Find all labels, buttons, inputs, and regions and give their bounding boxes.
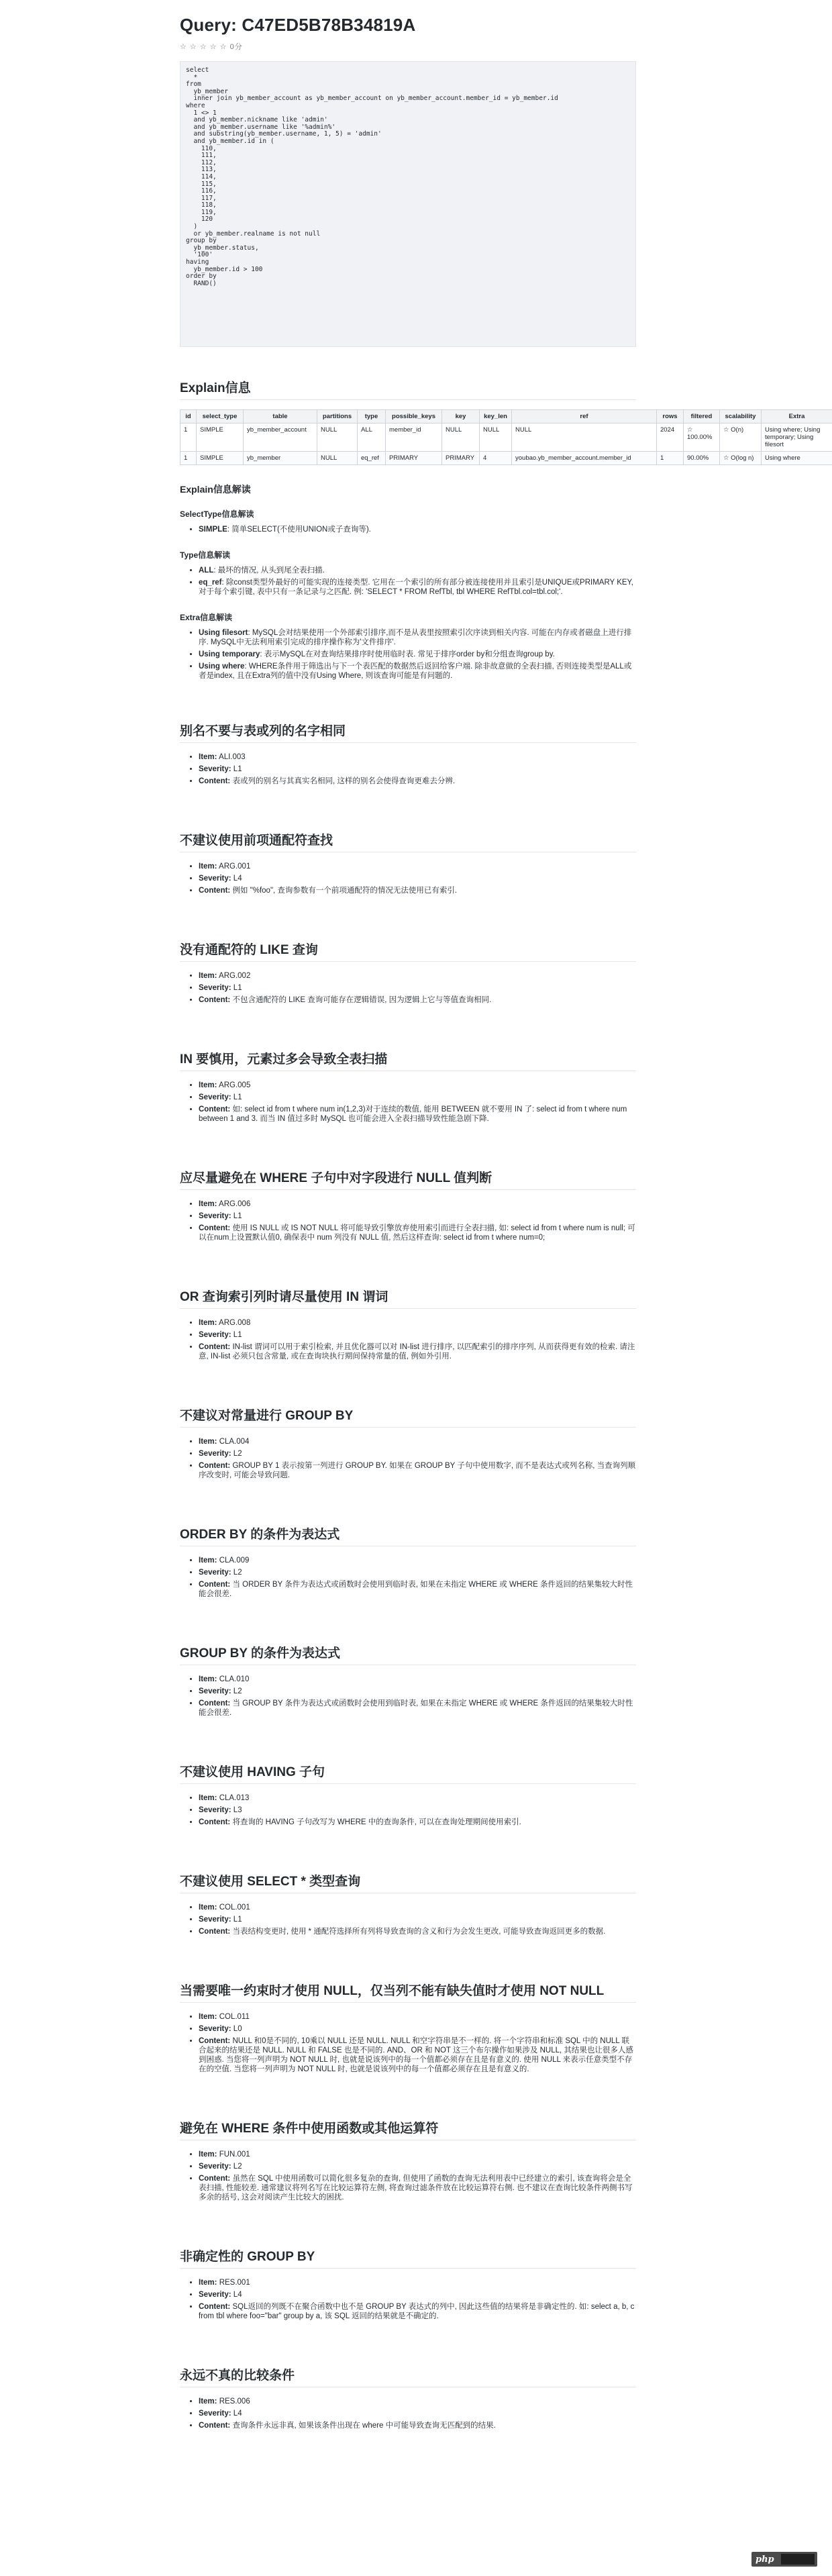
content-label: Content: bbox=[199, 996, 231, 1004]
rule-item-code: ARG.002 bbox=[219, 972, 251, 980]
item-label: Item: bbox=[199, 1903, 217, 1912]
note-key: Using temporary bbox=[199, 650, 260, 658]
table-row bbox=[180, 452, 832, 465]
list-item bbox=[199, 578, 636, 597]
list-item bbox=[199, 1318, 636, 1328]
table-cell: yb_member_account bbox=[244, 424, 317, 452]
item-label: Item: bbox=[199, 1438, 217, 1446]
rule-details bbox=[180, 1081, 636, 1124]
rule-item-code: CLA.010 bbox=[219, 1675, 250, 1683]
php-logo-badge bbox=[751, 2552, 817, 2567]
rule-item-code: ALI.003 bbox=[219, 753, 246, 761]
rule-title: 避免在 WHERE 条件中使用函数或其他运算符 bbox=[180, 2118, 636, 2140]
list-item bbox=[199, 525, 636, 534]
rule-content: 当 GROUP BY 条件为表达式或函数时会使用到临时表, 如果在未指定 WHERE 或 WHERE 条件返回的结果集较大时性能会很差. bbox=[199, 1699, 633, 1717]
rule-title: 不建议使用 SELECT * 类型查询 bbox=[180, 1871, 636, 1893]
list-item bbox=[199, 1449, 636, 1458]
list-item bbox=[199, 1927, 636, 1936]
list-item bbox=[199, 2174, 636, 2202]
severity-label: Severity: bbox=[199, 1450, 231, 1458]
item-label: Item: bbox=[199, 972, 217, 980]
explain-col-header: rows bbox=[657, 410, 684, 424]
list-item bbox=[199, 1461, 636, 1480]
list-item bbox=[199, 983, 636, 993]
item-label: Item: bbox=[199, 1556, 217, 1565]
item-label: Item: bbox=[199, 1200, 217, 1208]
table-row bbox=[180, 424, 832, 452]
table-cell: PRIMARY bbox=[442, 452, 480, 465]
content-label: Content: bbox=[199, 1105, 231, 1113]
table-cell: ☆ O(n) bbox=[720, 424, 762, 452]
item-label: Item: bbox=[199, 1675, 217, 1683]
report-page bbox=[180, 0, 821, 2475]
content-label: Content: bbox=[199, 1928, 231, 1936]
severity-label: Severity: bbox=[199, 765, 231, 773]
rule-content: 当 ORDER BY 条件为表达式或函数时会使用到临时表, 如果在未指定 WHERE 或 WHERE 条件返回的结果集较大时性能会很差. bbox=[199, 1581, 633, 1598]
item-label: Item: bbox=[199, 2397, 217, 2406]
table-cell: member_id bbox=[386, 424, 442, 452]
content-label: Content: bbox=[199, 887, 231, 895]
list-item bbox=[199, 752, 636, 762]
rule-title: GROUP BY 的条件为表达式 bbox=[180, 1643, 636, 1665]
rule-title: 当需要唯一约束时才使用 NULL，仅当列不能有缺失值时才使用 NOT NULL bbox=[180, 1981, 636, 2003]
item-label: Item: bbox=[199, 2013, 217, 2021]
rule-severity: L3 bbox=[233, 1806, 242, 1814]
list-item bbox=[199, 874, 636, 883]
rules-list bbox=[180, 721, 636, 2430]
severity-label: Severity: bbox=[199, 1806, 231, 1814]
explain-col-header: table bbox=[244, 410, 317, 424]
sql-code-block: select * from yb_member inner join yb_member_account as yb_member_account on yb_member_account.member_id = yb_member.id where 1 <> 1 and yb_member.nickname like 'admin' and yb_member.username like '%admin%' and substring(yb_member.username, 1, 5) = 'admin' and yb_member.id in ( 110, 111, 112, 113, 114, 115, 116, 117, 118, 119, 120 ) or yb_member.realname is not null group by yb_member.status, '100' having yb_member.id > 100 order by RAND() bbox=[180, 61, 636, 347]
table-cell: 1 bbox=[180, 452, 197, 465]
explain-heading: Explain信息 bbox=[180, 378, 636, 400]
rule-details bbox=[180, 2397, 636, 2430]
rule-severity: L4 bbox=[233, 2291, 242, 2299]
rule-section bbox=[180, 1168, 636, 1242]
rule-title: 非确定性的 GROUP BY bbox=[180, 2246, 636, 2269]
rule-title: 应尽量避免在 WHERE 子句中对字段进行 NULL 值判断 bbox=[180, 1168, 636, 1190]
type-list bbox=[180, 566, 636, 597]
explain-col-header: select_type bbox=[197, 410, 244, 424]
rule-details bbox=[180, 971, 636, 1005]
table-cell: ☆ O(log n) bbox=[720, 452, 762, 465]
rule-details bbox=[180, 1903, 636, 1936]
select-type-notes bbox=[180, 508, 636, 534]
severity-label: Severity: bbox=[199, 1093, 231, 1101]
rule-severity: L2 bbox=[233, 1569, 242, 1577]
note-text: : MySQL会对结果使用一个外部索引排序,而不是从表里按照索引次序读到相关内容. 可能在内存或者磁盘上进行排序. MySQL中无法利用索引完成的排序操作称为'文件排序'. bbox=[199, 629, 632, 646]
content-label: Content: bbox=[199, 1581, 231, 1589]
explain-col-header: Extra bbox=[762, 410, 832, 424]
severity-label: Severity: bbox=[199, 2163, 231, 2171]
explain-notes-heading: Explain信息解读 bbox=[180, 484, 251, 495]
content-label: Content: bbox=[199, 1343, 231, 1351]
rule-content: NULL 和0是不同的, 10乘以 NULL 还是 NULL. NULL 和空字符串是不一样的. 将一个字符串和标准 SQL 中的 NULL 联合起来的结果还是 NULL. NULL 和 FALSE 也是不同的. AND、OR 和 NOT 这三个布尔操作如果涉及 NULL, 其结果也让很多人感到困惑. 当您将一列声明为 NOT NULL 时, 也就是说该列中的每一个值都必须存在且是有意义的. 使用 NULL 来表示任意类型不存在的空值. 当您将一列声明为 NOT NULL 时, 也就是说该列中的每一个值都必须存在且是有意义的. bbox=[199, 2037, 633, 2073]
rule-details bbox=[180, 2150, 636, 2202]
explain-col-header: key bbox=[442, 410, 480, 424]
explain-table bbox=[180, 409, 832, 465]
rule-content: 例如 "%foo", 查询参数有一个前项通配符的情况无法使用已有索引. bbox=[232, 887, 458, 895]
note-text: : 简单SELECT(不使用UNION或子查询等). bbox=[227, 526, 371, 534]
list-item bbox=[199, 1105, 636, 1124]
list-item bbox=[199, 1211, 636, 1221]
list-item bbox=[199, 777, 636, 786]
rule-section bbox=[180, 2365, 636, 2430]
content-label: Content: bbox=[199, 2303, 231, 2311]
list-item bbox=[199, 2150, 636, 2159]
list-item bbox=[199, 2302, 636, 2321]
explain-col-header: ref bbox=[512, 410, 657, 424]
table-cell: PRIMARY bbox=[386, 452, 442, 465]
rule-severity: L0 bbox=[233, 2025, 242, 2033]
rule-item-code: ARG.006 bbox=[219, 1200, 251, 1208]
explain-col-header: partitions bbox=[317, 410, 358, 424]
rule-item-code: RES.001 bbox=[219, 2279, 250, 2287]
rule-item-code: ARG.005 bbox=[219, 1081, 251, 1089]
list-item bbox=[199, 2397, 636, 2406]
rule-item-code: COL.001 bbox=[219, 1903, 250, 1912]
rule-details bbox=[180, 1199, 636, 1242]
rule-title: 不建议对常量进行 GROUP BY bbox=[180, 1405, 636, 1428]
list-item bbox=[199, 650, 636, 659]
table-cell: 2024 bbox=[657, 424, 684, 452]
content-label: Content: bbox=[199, 2422, 231, 2430]
list-item bbox=[199, 2012, 636, 2022]
list-item bbox=[199, 2421, 636, 2430]
rule-severity: L1 bbox=[233, 1916, 242, 1924]
list-item bbox=[199, 2290, 636, 2299]
explain-col-header: id bbox=[180, 410, 197, 424]
severity-label: Severity: bbox=[199, 2291, 231, 2299]
list-item bbox=[199, 1580, 636, 1599]
table-cell: NULL bbox=[317, 452, 358, 465]
severity-label: Severity: bbox=[199, 2410, 231, 2418]
rule-title: 别名不要与表或列的名字相同 bbox=[180, 721, 636, 743]
rule-section bbox=[180, 1287, 636, 1361]
explain-header-row bbox=[180, 410, 832, 424]
note-key: Using where bbox=[199, 662, 245, 671]
severity-label: Severity: bbox=[199, 2025, 231, 2033]
table-cell: 1 bbox=[180, 424, 197, 452]
table-cell: youbao.yb_member_account.member_id bbox=[512, 452, 657, 465]
item-label: Item: bbox=[199, 2150, 217, 2159]
list-item bbox=[199, 1330, 636, 1340]
note-text: : WHERE条件用于筛选出与下一个表匹配的数据然后返回给客户端. 除非故意做的全表扫描, 否则连接类型是ALL或者是index, 且在Extra列的值中没有Using Where, 则该查询可能是有问题的. bbox=[199, 662, 632, 680]
badge-dark-block bbox=[781, 2554, 815, 2565]
select-type-heading: SelectType信息解读 bbox=[180, 509, 254, 519]
rule-severity: L1 bbox=[233, 1212, 242, 1220]
severity-label: Severity: bbox=[199, 1212, 231, 1220]
table-cell: 1 bbox=[657, 452, 684, 465]
rule-details bbox=[180, 1675, 636, 1718]
rule-details bbox=[180, 1556, 636, 1599]
content-label: Content: bbox=[199, 1462, 231, 1470]
list-item bbox=[199, 1818, 636, 1827]
rule-item-code: COL.011 bbox=[219, 2013, 250, 2021]
explain-col-header: filtered bbox=[684, 410, 720, 424]
list-item bbox=[199, 1675, 636, 1684]
item-label: Item: bbox=[199, 1081, 217, 1089]
list-item bbox=[199, 995, 636, 1005]
table-cell: SIMPLE bbox=[197, 452, 244, 465]
item-label: Item: bbox=[199, 1319, 217, 1327]
table-cell: eq_ref bbox=[358, 452, 386, 465]
page-title: Query: C47ED5B78B34819A bbox=[180, 15, 416, 35]
rule-section bbox=[180, 1762, 636, 1827]
list-item bbox=[199, 1342, 636, 1361]
extra-list bbox=[180, 628, 636, 681]
rule-section bbox=[180, 1643, 636, 1718]
item-label: Item: bbox=[199, 862, 217, 871]
table-cell: Using where bbox=[762, 452, 832, 465]
table-cell: ALL bbox=[358, 424, 386, 452]
list-item bbox=[199, 1568, 636, 1577]
list-item bbox=[199, 886, 636, 895]
rule-content: 将查询的 HAVING 子句改写为 WHERE 中的查询条件, 可以在查询处理期间使用索引. bbox=[232, 1818, 521, 1826]
list-item bbox=[199, 1556, 636, 1565]
explain-col-header: possible_keys bbox=[386, 410, 442, 424]
list-item bbox=[199, 1093, 636, 1102]
list-item bbox=[199, 1224, 636, 1242]
rule-title: 没有通配符的 LIKE 查询 bbox=[180, 940, 636, 962]
note-text: : 最坏的情况, 从头到尾全表扫描. bbox=[213, 566, 325, 575]
rule-content: 虽然在 SQL 中使用函数可以简化很多复杂的查询, 但使用了函数的查询无法利用表中已经建立的索引, 该查询将会是全表扫描, 性能较差. 通常建议将列名写在比较运算符左侧, 将查询过滤条件放在比较运算符右侧. 也不建议在查询比较条件两侧书写多余的括号, 这会对阅读产生比较大的困扰. bbox=[199, 2175, 633, 2201]
rule-section bbox=[180, 830, 636, 895]
table-cell: 4 bbox=[480, 452, 512, 465]
explain-col-header: type bbox=[358, 410, 386, 424]
list-item bbox=[199, 1805, 636, 1815]
rule-section bbox=[180, 1049, 636, 1124]
rule-item-code: CLA.013 bbox=[219, 1794, 250, 1802]
note-key: Using filesort bbox=[199, 629, 248, 637]
extra-notes bbox=[180, 611, 636, 681]
list-item bbox=[199, 2036, 636, 2074]
table-cell: NULL bbox=[512, 424, 657, 452]
rule-item-code: ARG.008 bbox=[219, 1319, 251, 1327]
severity-label: Severity: bbox=[199, 984, 231, 992]
rule-title: 不建议使用前项通配符查找 bbox=[180, 830, 636, 852]
rule-item-code: ARG.001 bbox=[219, 862, 251, 871]
content-label: Content: bbox=[199, 2037, 231, 2045]
note-key: ALL bbox=[199, 566, 214, 575]
table-cell: 90.00% bbox=[684, 452, 720, 465]
rule-item-code: FUN.001 bbox=[219, 2150, 250, 2159]
severity-label: Severity: bbox=[199, 1687, 231, 1695]
rule-severity: L1 bbox=[233, 765, 242, 773]
rating-stars: ☆ ☆ ☆ ☆ ☆ 0分 bbox=[180, 43, 243, 51]
rule-content: SQL返回的列既不在聚合函数中也不是 GROUP BY 表达式的列中, 因此这些值的结果将是非确定性的. 如: select a, b, c from tbl where foo="bar" group by a, 该 SQL 返回的结果就是不确定的. bbox=[199, 2303, 635, 2320]
rule-severity: L1 bbox=[233, 984, 242, 992]
table-cell: NULL bbox=[317, 424, 358, 452]
content-label: Content: bbox=[199, 777, 231, 785]
severity-label: Severity: bbox=[199, 1331, 231, 1339]
rule-details bbox=[180, 1793, 636, 1827]
rule-content: IN-list 谓词可以用于索引检索, 并且优化器可以对 IN-list 进行排序, 以匹配索引的排序序列, 从而获得更有效的检索. 请注意, IN-list 必须只包含常量, 或在查询块执行期间保持常量的值, 例如外引用. bbox=[199, 1343, 635, 1360]
rule-details bbox=[180, 2012, 636, 2074]
explain-col-header: key_len bbox=[480, 410, 512, 424]
type-heading: Type信息解读 bbox=[180, 550, 231, 560]
list-item bbox=[199, 1793, 636, 1803]
content-label: Content: bbox=[199, 1224, 231, 1232]
list-item bbox=[199, 628, 636, 647]
list-item bbox=[199, 1081, 636, 1090]
table-cell: ☆ 100.00% bbox=[684, 424, 720, 452]
table-cell: NULL bbox=[480, 424, 512, 452]
rule-details bbox=[180, 752, 636, 786]
table-cell: SIMPLE bbox=[197, 424, 244, 452]
rule-section bbox=[180, 1981, 636, 2074]
severity-label: Severity: bbox=[199, 1916, 231, 1924]
table-cell: NULL bbox=[442, 424, 480, 452]
rule-content: GROUP BY 1 表示按第一列进行 GROUP BY. 如果在 GROUP BY 子句中使用数字, 而不是表达式或列名称, 当查询列顺序改变时, 可能会导致问题. bbox=[199, 1462, 636, 1479]
list-item bbox=[199, 764, 636, 774]
rule-details bbox=[180, 2278, 636, 2321]
list-item bbox=[199, 1915, 636, 1924]
list-item bbox=[199, 2409, 636, 2418]
rule-section bbox=[180, 1405, 636, 1480]
rule-content: 查询条件永远非真, 如果该条件出现在 where 中可能导致查询无匹配到的结果. bbox=[232, 2422, 496, 2430]
rule-severity: L1 bbox=[233, 1331, 242, 1339]
list-item bbox=[199, 971, 636, 981]
rule-title: 永远不真的比较条件 bbox=[180, 2365, 636, 2387]
rule-section bbox=[180, 1524, 636, 1599]
rule-title: IN 要慎用，元素过多会导致全表扫描 bbox=[180, 1049, 636, 1071]
rule-section bbox=[180, 2118, 636, 2202]
table-cell: Using where; Using temporary; Using filesort bbox=[762, 424, 832, 452]
rule-section bbox=[180, 2246, 636, 2321]
rule-severity: L2 bbox=[233, 2163, 242, 2171]
rule-severity: L4 bbox=[233, 2410, 242, 2418]
rule-title: ORDER BY 的条件为表达式 bbox=[180, 1524, 636, 1546]
rule-section bbox=[180, 721, 636, 786]
rule-severity: L4 bbox=[233, 875, 242, 883]
rule-details bbox=[180, 862, 636, 895]
list-item bbox=[199, 2278, 636, 2287]
rule-details bbox=[180, 1437, 636, 1480]
explain-table-wrap bbox=[180, 409, 832, 465]
rule-title: 不建议使用 HAVING 子句 bbox=[180, 1762, 636, 1784]
list-item bbox=[199, 1437, 636, 1446]
rule-severity: L1 bbox=[233, 1093, 242, 1101]
note-text: : 表示MySQL在对查询结果排序时使用临时表. 常见于排序order by和分组查询group by. bbox=[260, 650, 555, 658]
note-key: SIMPLE bbox=[199, 526, 227, 534]
rule-severity: L2 bbox=[233, 1450, 242, 1458]
explain-col-header: scalability bbox=[720, 410, 762, 424]
rule-content: 不包含通配符的 LIKE 查询可能存在逻辑错误, 因为逻辑上它与等值查询相同. bbox=[232, 996, 492, 1004]
table-cell: yb_member bbox=[244, 452, 317, 465]
content-label: Content: bbox=[199, 1818, 231, 1826]
list-item bbox=[199, 1903, 636, 1912]
rule-item-code: CLA.009 bbox=[219, 1556, 250, 1565]
list-item bbox=[199, 1199, 636, 1209]
content-label: Content: bbox=[199, 2175, 231, 2183]
rule-section bbox=[180, 1871, 636, 1936]
list-item bbox=[199, 2024, 636, 2034]
rule-content: 当表结构变更时, 使用 * 通配符选择所有列将导致查询的含义和行为会发生更改, 可能导致查询返回更多的数据. bbox=[232, 1928, 606, 1936]
list-item bbox=[199, 662, 636, 681]
rule-severity: L2 bbox=[233, 1687, 242, 1695]
severity-label: Severity: bbox=[199, 1569, 231, 1577]
rule-content: 如: select id from t where num in(1,2,3)对于连续的数值, 能用 BETWEEN 就不要用 IN 了: select id from t where num between 1 and 3. 而当 IN 值过多时 MySQL 也可能会进入全表扫描导致性能急剧下降. bbox=[199, 1105, 627, 1123]
php-logo-text: php bbox=[756, 2554, 774, 2565]
content-label: Content: bbox=[199, 1699, 231, 1707]
note-text: : 除const类型外最好的可能实现的连接类型. 它用在一个索引的所有部分被连接使用并且索引是UNIQUE或PRIMARY KEY, 对于每个索引键, 表中只有一条记录与之匹配. 例: 'SELECT * FROM RefTbl, tbl WHERE RefTbl.col=tbl.col;'. bbox=[199, 579, 633, 596]
item-label: Item: bbox=[199, 753, 217, 761]
rule-details bbox=[180, 1318, 636, 1361]
note-key: eq_ref bbox=[199, 579, 222, 587]
select-type-list bbox=[180, 525, 636, 534]
severity-label: Severity: bbox=[199, 875, 231, 883]
rule-section bbox=[180, 940, 636, 1005]
rule-content: 使用 IS NULL 或 IS NOT NULL 将可能导致引擎放弃使用索引而进行全表扫描, 如: select id from t where num is null; 可以在num上设置默认值0, 确保表中 num 列没有 NULL 值, 然后这样查询: select id from t where num=0; bbox=[199, 1224, 635, 1242]
extra-heading: Extra信息解读 bbox=[180, 613, 233, 622]
type-notes bbox=[180, 549, 636, 597]
list-item bbox=[199, 566, 636, 575]
list-item bbox=[199, 1687, 636, 1696]
rule-item-code: RES.006 bbox=[219, 2397, 250, 2406]
list-item bbox=[199, 2162, 636, 2171]
item-label: Item: bbox=[199, 1794, 217, 1802]
rule-item-code: CLA.004 bbox=[219, 1438, 250, 1446]
rule-title: OR 查询索引列时请尽量使用 IN 谓词 bbox=[180, 1287, 636, 1309]
item-label: Item: bbox=[199, 2279, 217, 2287]
list-item bbox=[199, 862, 636, 871]
list-item bbox=[199, 1699, 636, 1718]
rule-content: 表或列的别名与其真实名相同, 这样的别名会使得查询更难去分辨. bbox=[232, 777, 456, 785]
